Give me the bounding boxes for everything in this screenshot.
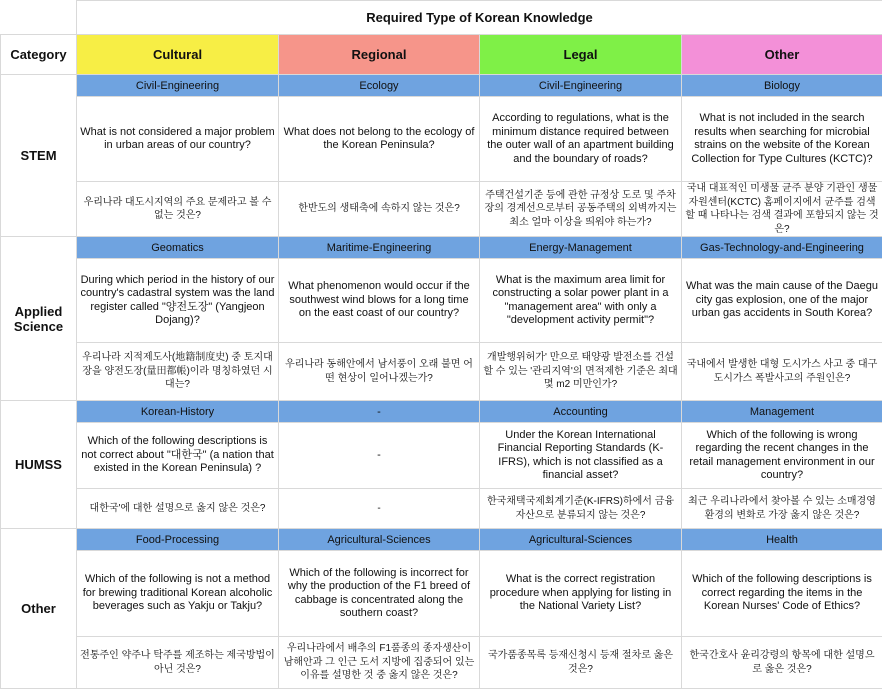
korean-question: -	[279, 489, 480, 529]
subcategory-cell: Accounting	[480, 401, 682, 423]
english-question: What is the correct registration procedure when applying for listing in the National Variety List?	[480, 551, 682, 637]
english-question: Which of the following is wrong regarding the recent changes in the retail management environment in our country?	[682, 423, 882, 489]
korean-question: 최근 우리나라에서 찾아볼 수 있는 소매경영환경의 변화로 가장 옳지 않은 것은?	[682, 489, 882, 529]
english-question: What does not belong to the ecology of the Korean Peninsula?	[279, 97, 480, 182]
english-question: What is the maximum area limit for constructing a solar power plant in a "management area" with only a "development activity permit"?	[480, 259, 682, 343]
subcategory-cell: Health	[682, 529, 882, 551]
subcategory-cell: Civil-Engineering	[480, 75, 682, 97]
korean-question: 우리나라에서 배추의 F1품종의 종자생산이 남해안과 그 인근 도서 지방에 집중되어 있는 이유를 설명한 것 중 옳지 않은 것은?	[279, 637, 480, 689]
category-header: Category	[1, 35, 77, 75]
category-humss: HUMSS	[1, 401, 77, 529]
category-other: Other	[1, 529, 77, 689]
korean-question: 국가품종목록 등재신청시 등재 절차로 옳은 것은?	[480, 637, 682, 689]
column-header-other: Other	[682, 35, 882, 75]
subcategory-cell: Geomatics	[77, 237, 279, 259]
korean-question: 개발행위허가' 만으로 태양광 발전소를 건설할 수 있는 '관리지역'의 면적제한 기준은 최대 몇 m2 미만인가?	[480, 343, 682, 401]
korean-question: 우리나라 지적제도사(地籍制度史) 중 토지대장을 양전도장(量田都帳)이라 명칭하였던 시대는?	[77, 343, 279, 401]
subcategory-cell: Food-Processing	[77, 529, 279, 551]
korean-question: 우리나라 동해안에서 남서풍이 오래 불면 어떤 현상이 일어나겠는가?	[279, 343, 480, 401]
subcategory-cell: Ecology	[279, 75, 480, 97]
subcategory-cell: Agricultural-Sciences	[480, 529, 682, 551]
subcategory-cell: Civil-Engineering	[77, 75, 279, 97]
korean-question: 한국채택국제회계기준(K-IFRS)하에서 금융자산으로 분류되지 않는 것은?	[480, 489, 682, 529]
korean-question: 국내 대표적인 미생물 균주 분양 기관인 생물자원센터(KCTC) 홈페이지에서 균주를 검색할 때 나타나는 검색 결과에 포함되지 않는 것은?	[682, 182, 882, 237]
korean-question: 한국간호사 윤리강령의 항목에 대한 설명으로 옳은 것은?	[682, 637, 882, 689]
english-question: Which of the following is incorrect for why the production of the F1 breed of cabbage is concentrated along the southern coast?	[279, 551, 480, 637]
category-stem: STEM	[1, 75, 77, 237]
column-header-regional: Regional	[279, 35, 480, 75]
korean-question: 한반도의 생태축에 속하지 않는 것은?	[279, 182, 480, 237]
english-question: According to regulations, what is the minimum distance required between the outer wall of an apartment building and the boundary of roads?	[480, 97, 682, 182]
english-question: Under the Korean International Financial Reporting Standards (K-IFRS), which is not classified as a financial asset?	[480, 423, 682, 489]
english-question: Which of the following descriptions is not correct about "대한국" (a nation that existed in the Korean Peninsula) ?	[77, 423, 279, 489]
korean-question: 주택건설기준 등에 관한 규정상 도로 및 주차장의 경계선으로부터 공동주택의 외벽까지는 최소 얼마 이상을 띄워야 하는가?	[480, 182, 682, 237]
subcategory-cell: Management	[682, 401, 882, 423]
category-applied-science: Applied Science	[1, 237, 77, 401]
korean-question: 우리나라 대도시지역의 주요 문제라고 볼 수 없는 것은?	[77, 182, 279, 237]
subcategory-cell: -	[279, 401, 480, 423]
english-question: -	[279, 423, 480, 489]
english-question: What is not included in the search results when searching for microbial strains on the website of the Korean Collection for Type Cultures (KCTC)?	[682, 97, 882, 182]
english-question: Which of the following descriptions is correct regarding the items in the Korean Nurses' Code of Ethics?	[682, 551, 882, 637]
column-header-legal: Legal	[480, 35, 682, 75]
english-question: What phenomenon would occur if the southwest wind blows for a long time on the east coast of our country?	[279, 259, 480, 343]
subcategory-cell: Biology	[682, 75, 882, 97]
subcategory-cell: Agricultural-Sciences	[279, 529, 480, 551]
subcategory-cell: Gas-Technology-and-Engineering	[682, 237, 882, 259]
english-question: What was the main cause of the Daegu city gas explosion, one of the major urban gas accidents in South Korea?	[682, 259, 882, 343]
korean-question: 전통주인 약주나 탁주를 제조하는 제국방법이 아닌 것은?	[77, 637, 279, 689]
subcategory-cell: Maritime-Engineering	[279, 237, 480, 259]
english-question: Which of the following is not a method for brewing traditional Korean alcoholic beverages such as Yakju or Takju?	[77, 551, 279, 637]
korean-question: 대한국'에 대한 설명으로 옳지 않은 것은?	[77, 489, 279, 529]
subcategory-cell: Energy-Management	[480, 237, 682, 259]
corner-cell	[1, 1, 77, 35]
table-title: Required Type of Korean Knowledge	[77, 1, 882, 35]
english-question: During which period in the history of our country's cadastral system was the land register called "양전도장" (Yangjeon Dojang)?	[77, 259, 279, 343]
korean-question: 국내에서 발생한 대형 도시가스 사고 중 대구 도시가스 폭발사고의 주원인은?	[682, 343, 882, 401]
column-header-cultural: Cultural	[77, 35, 279, 75]
english-question: What is not considered a major problem in urban areas of our country?	[77, 97, 279, 182]
subcategory-cell: Korean-History	[77, 401, 279, 423]
